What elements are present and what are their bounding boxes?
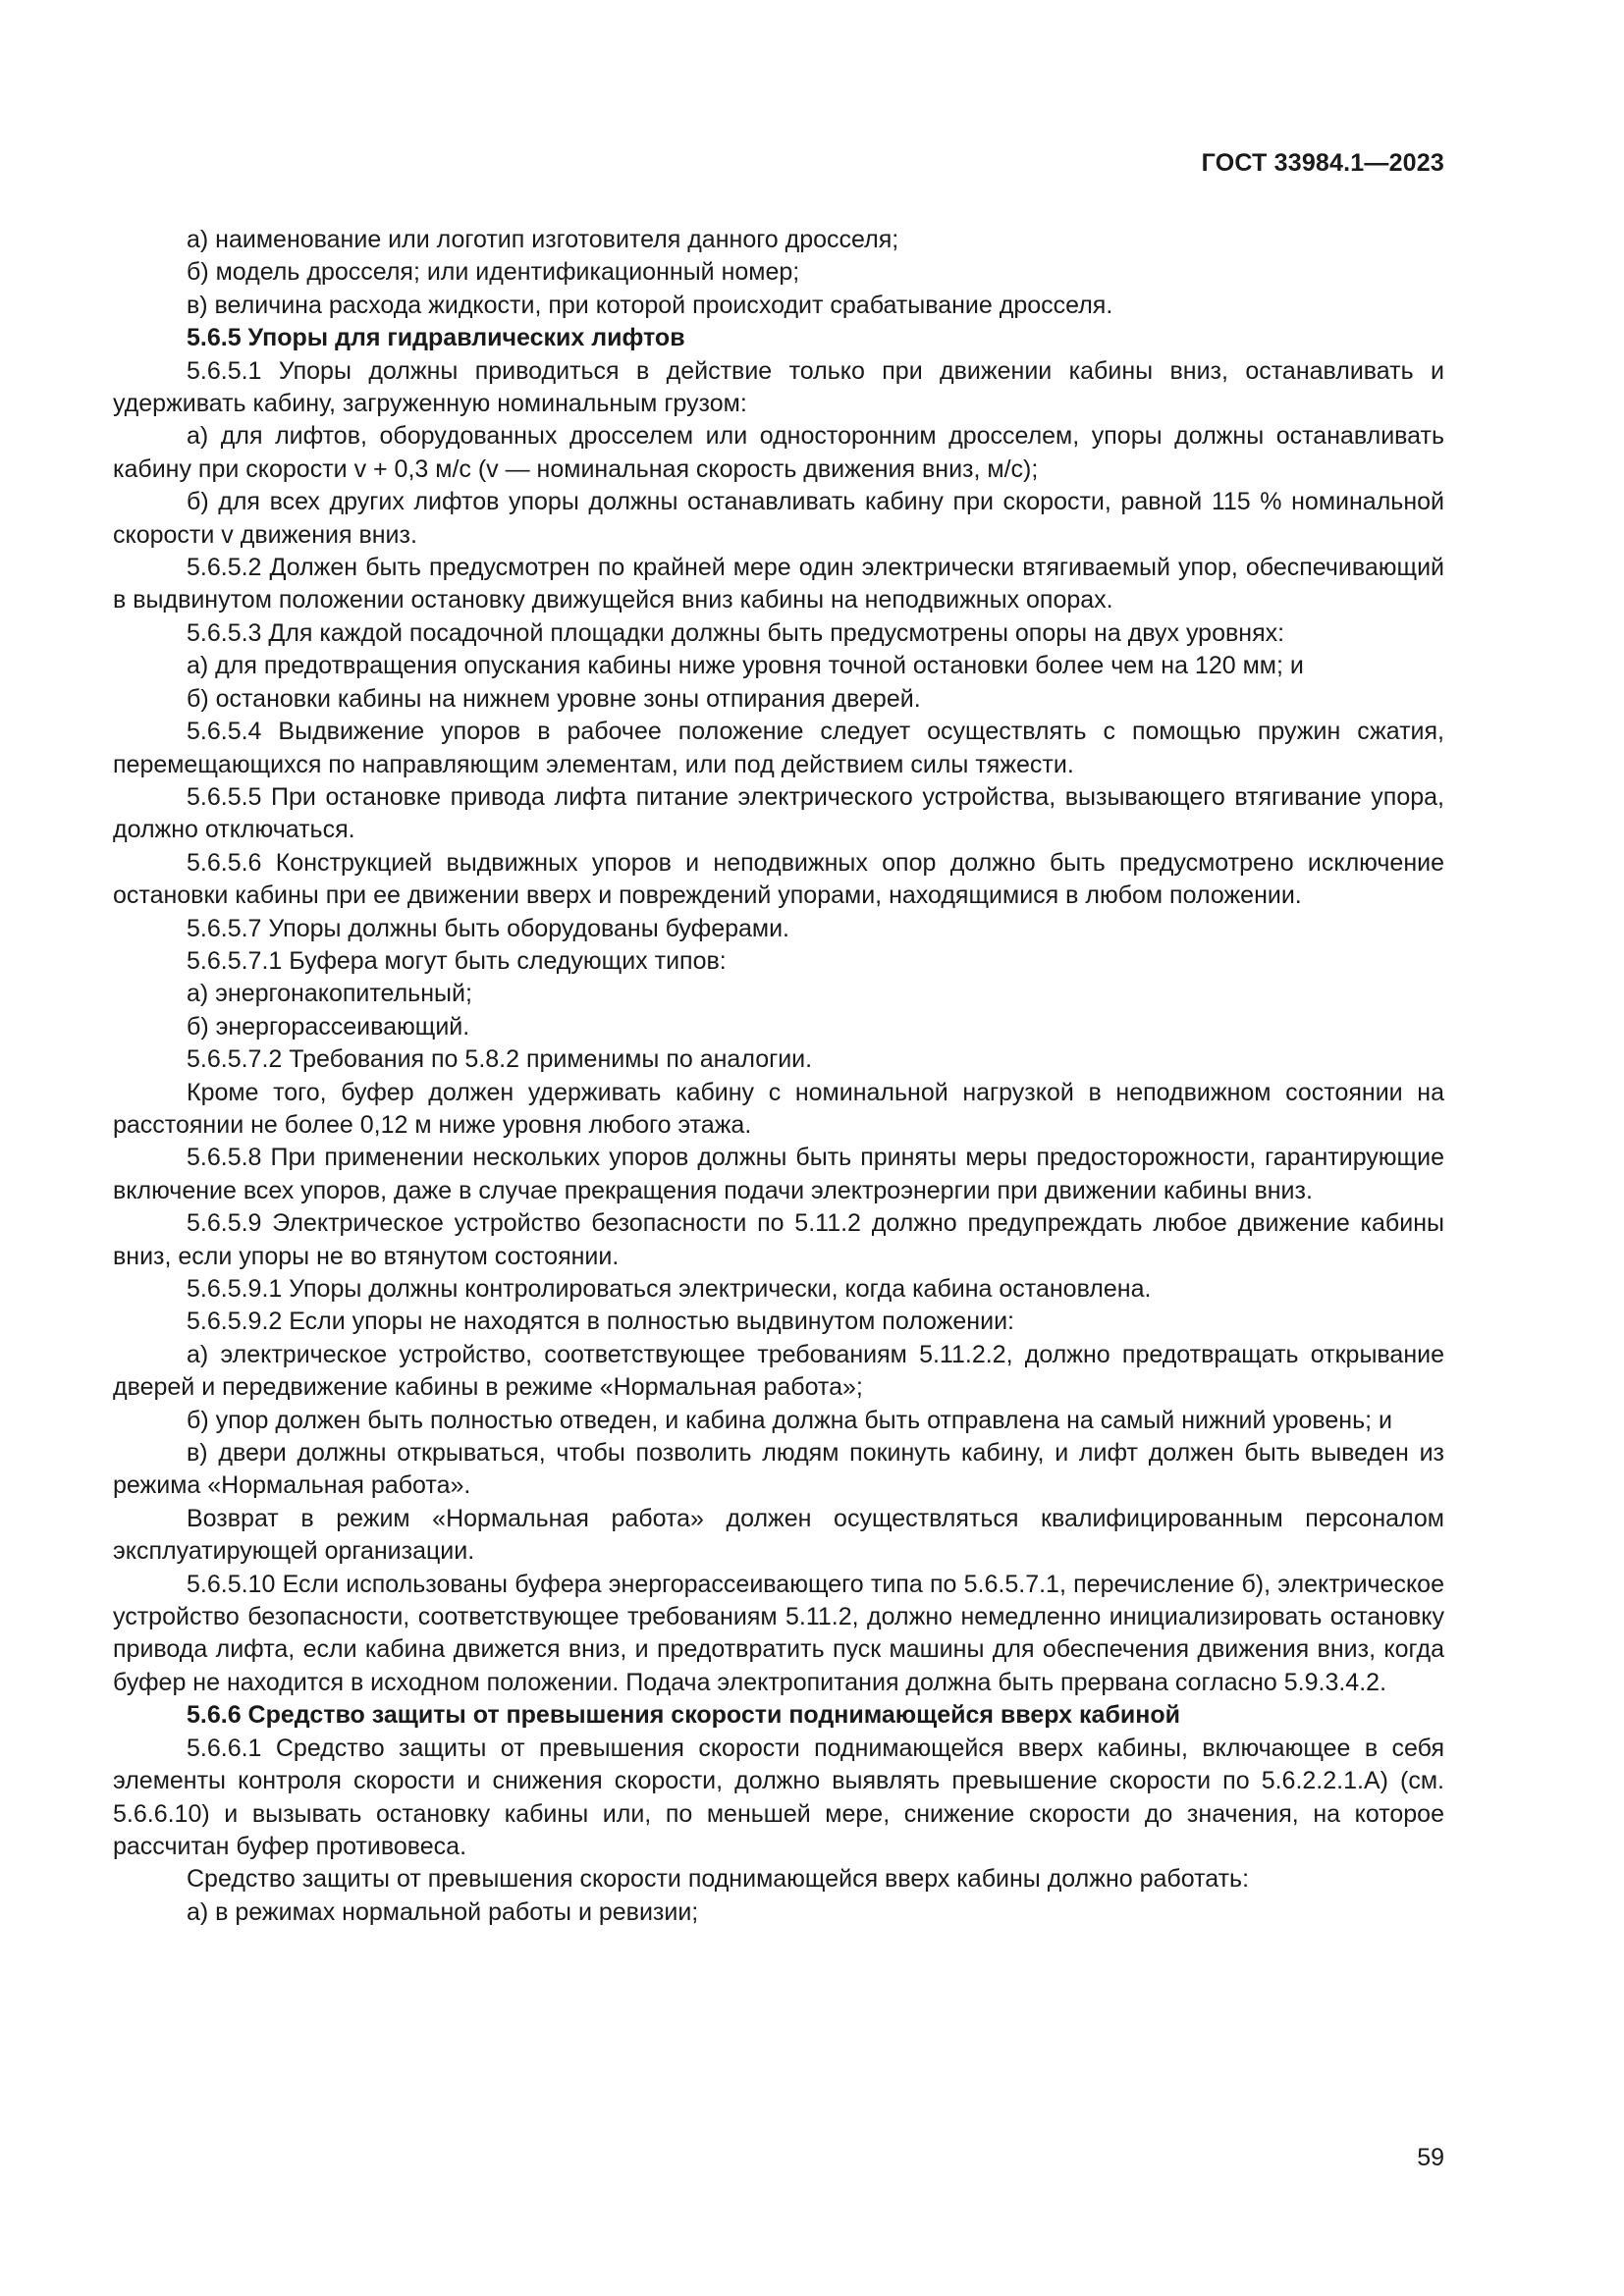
- section-heading: 5.6.6 Средство защиты от превышения скорости поднимающейся вверх кабиной: [187, 1701, 1180, 1730]
- section-heading: 5.6.5 Упоры для гидравлических лифтов: [187, 324, 685, 352]
- paragraph: 5.6.5.3 Для каждой посадочной площадки должны быть предусмотрены опоры на двух уровнях:: [187, 618, 1285, 647]
- paragraph: 5.6.5.6 Конструкцией выдвижных упоров и неподвижных опор должно быть предусмотрено исключение остановки кабины при ее движении вверх и повреждений упорами, находящимися в любом положении.: [113, 848, 1444, 910]
- paragraph: 5.6.5.1 Упоры должны приводиться в действие только при движении кабины вниз, останавливать и удерживать кабину, загруженную номинальным грузом:: [113, 356, 1444, 418]
- list-item: а) для лифтов, оборудованных дросселем или односторонним дросселем, упоры должны останавливать кабину при скорости v + 0,3 м/с (v — номинальная скорость движения вниз, м/с);: [113, 422, 1444, 483]
- paragraph: 5.6.5.5 При остановке привода лифта питание электрического устройства, вызывающего втягивание упора, должно отключаться.: [113, 782, 1444, 844]
- paragraph: 5.6.5.7.2 Требования по 5.8.2 применимы по аналогии.: [187, 1045, 813, 1074]
- paragraph: 5.6.6.1 Средство защиты от превышения скорости поднимающейся вверх кабины, включающее в себя элементы контроля скорости и снижения скорости, должно выявлять превышение скорости по 5.6.2.2.1.А) (см. 5.6.6.10) и вызывать остановку кабины или, по меньшей мере, снижение скорости до значения, на которое рассчитан буфер противовеса.: [113, 1734, 1444, 1860]
- document-id-header: ГОСТ 33984.1—2023: [1201, 149, 1444, 177]
- list-item: в) двери должны открываться, чтобы позволить людям покинуть кабину, и лифт должен быть выведен из режима «Нормальная работа».: [113, 1439, 1444, 1500]
- list-item: а) наименование или логотип изготовителя данного дросселя;: [187, 226, 899, 253]
- document-body: [113, 224, 1444, 1929]
- list-item: а) для предотвращения опускания кабины ниже уровня точной остановки более чем на 120 мм; и: [187, 652, 1304, 680]
- paragraph: Средство защиты от превышения скорости поднимающейся вверх кабины должно работать:: [187, 1865, 1250, 1894]
- paragraph: Кроме того, буфер должен удерживать кабину с номинальной нагрузкой в неподвижном состоянии на расстоянии не более 0,12 м ниже уровня любого этажа.: [113, 1078, 1444, 1139]
- list-item: а) электрическое устройство, соответствующее требованиям 5.11.2.2, должно предотвращать открывание дверей и передвижение кабины в режиме «Нормальная работа»;: [113, 1340, 1444, 1402]
- paragraph: 5.6.5.9.1 Упоры должны контролироваться электрически, когда кабина остановлена.: [187, 1275, 1152, 1303]
- paragraph: 5.6.5.10 Если использованы буфера энергорассеивающего типа по 5.6.5.7.1, перечисление б), электрическое устройство безопасности, соответствующее требованиям 5.11.2, должно немедленно инициализировать остановку привода лифта, если кабина движется вниз, и предотвратить пуск машины для обеспечения движения вниз, когда буфер не находится в исходном положении. Подача электропитания должна быть прервана согласно 5.9.3.4.2.: [113, 1570, 1444, 1696]
- list-item: б) остановки кабины на нижнем уровне зоны отпирания дверей.: [187, 684, 921, 713]
- list-item: а) энергонакопительный;: [187, 980, 472, 1008]
- paragraph: 5.6.5.2 Должен быть предусмотрен по крайней мере один электрически втягиваемый упор, обеспечивающий в выдвинутом положении остановку движущейся вниз кабины на неподвижных опорах.: [113, 554, 1444, 614]
- paragraph: Возврат в режим «Нормальная работа» должен осуществляться квалифицированным персоналом эксплуатирующей организации.: [113, 1504, 1444, 1566]
- paragraph: 5.6.5.7 Упоры должны быть оборудованы буферами.: [187, 914, 790, 942]
- paragraph: 5.6.5.9.2 Если упоры не находятся в полностью выдвинутом положении:: [187, 1308, 1014, 1336]
- page-number: 59: [1417, 2144, 1444, 2171]
- list-item: в) величина расхода жидкости, при которой происходит срабатывание дросселя.: [187, 291, 1113, 319]
- paragraph: 5.6.5.9 Электрическое устройство безопасности по 5.11.2 должно предупреждать любое движение кабины вниз, если упоры не во втянутом состоянии.: [113, 1209, 1444, 1270]
- list-item: б) модель дросселя; или идентификационный номер;: [187, 258, 800, 287]
- paragraph: 5.6.5.7.1 Буфера могут быть следующих типов:: [187, 946, 727, 975]
- list-item: б) для всех других лифтов упоры должны останавливать кабину при скорости, равной 115 % номинальной скорости v движения вниз.: [113, 488, 1444, 549]
- paragraph: 5.6.5.4 Выдвижение упоров в рабочее положение следует осуществлять с помощью пружин сжатия, перемещающихся по направляющим элементам, или под действием силы тяжести.: [113, 718, 1444, 778]
- list-item: б) упор должен быть полностью отведен, и кабина должна быть отправлена на самый нижний уровень; и: [187, 1406, 1392, 1434]
- list-item: а) в режимах нормальной работы и ревизии;: [187, 1897, 699, 1926]
- list-item: б) энергорассеивающий.: [187, 1012, 470, 1041]
- paragraph: 5.6.5.8 При применении нескольких упоров должны быть приняты меры предосторожности, гарантирующие включение всех упоров, даже в случае прекращения подачи электроэнергии при движении кабины вниз.: [113, 1144, 1444, 1204]
